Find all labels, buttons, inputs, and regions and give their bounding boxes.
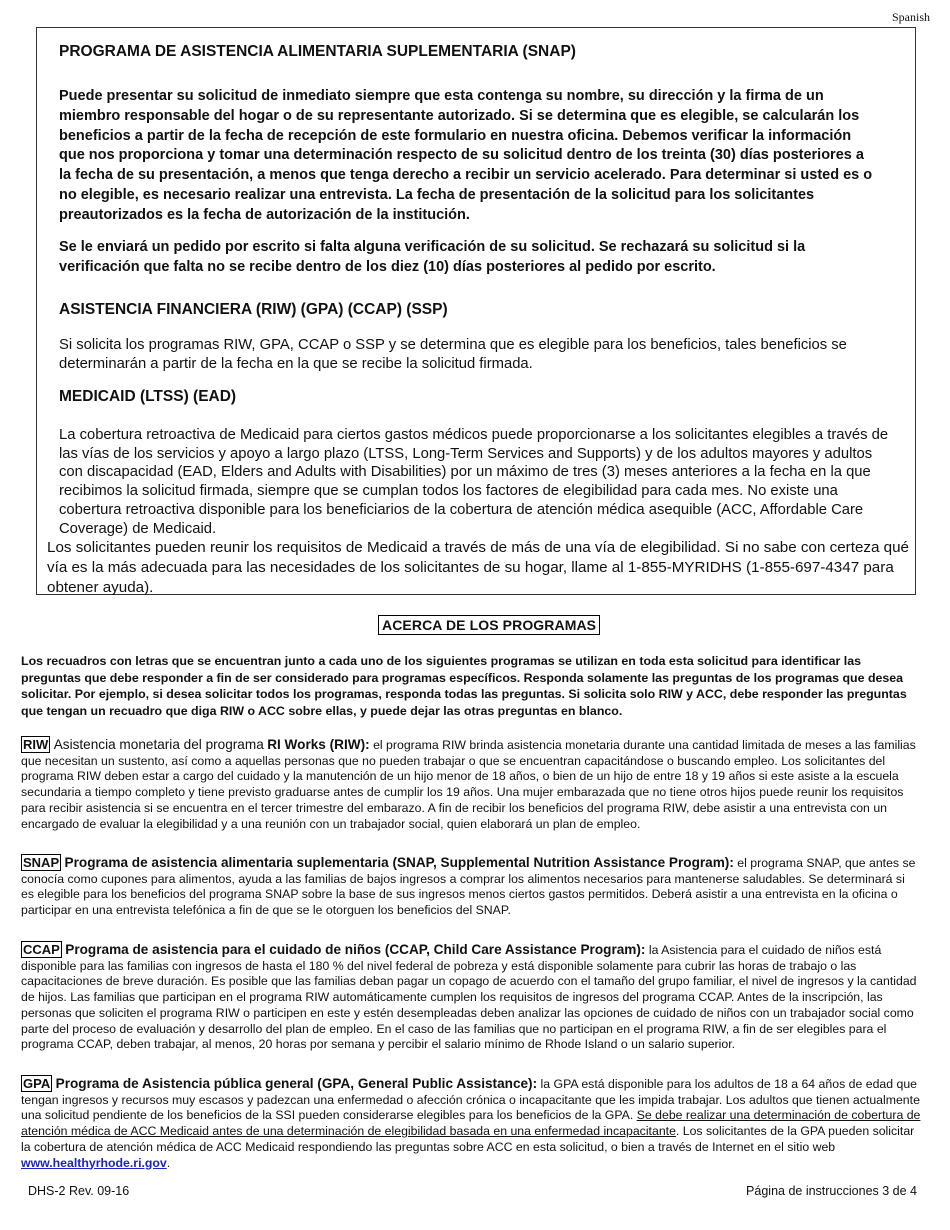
healthyrhode-link[interactable]: www.healthyrhode.ri.gov [21, 1155, 167, 1170]
snap-title: Programa de asistencia alimentaria suplementaria (SNAP, Supplemental Nutrition Assistance Program): [64, 855, 734, 870]
financial-paragraph: Si solicita los programas RIW, GPA, CCAP o SSP y se determina que es elegible para los beneficios, tales beneficios se determinarán a partir de la fecha en la que se recibe la solicitud firmada. [59, 337, 847, 372]
medicaid-paragraph: La cobertura retroactiva de Medicaid para ciertos gastos médicos puede proporcionarse a los solicitantes elegibles a través de las vías de los servicios y apoyo a largo plazo (LTSS, Long-Term Services and Supports) y de los adultos mayores y adultos con discapacidad (EAD, Elders and Adults with Disabilities) por un máximo de tres (3) meses anteriores a la fecha en la que recibimos la solicitud firmada, siempre que se cumplan todos los factores de elegibilidad para cada mes. No existe una cobertura retroactiva disponible para los beneficiarios de la cobertura de atención médica asequible (ACC, Affordable Care Coverage) de Medicaid. [59, 427, 889, 537]
gpa-tag: GPA [23, 1076, 51, 1091]
about-intro: Los recuadros con letras que se encuentran junto a cada uno de los siguientes programas se utilizan en toda esta solicitud para identificar las preguntas que debe responder a fin de ser considerado para programas específicos. Responda solamente las preguntas de los programas que desea solicitar. Por ejemplo, si desea solicitar todos los programas, responda todas las preguntas. Si solicita solo RIW y ACC, debe responder las preguntas que tengan un recuadro que diga RIW o ACC sobre ellas, y puede dejar las otras preguntas en blanco. [21, 654, 907, 718]
program-gpa [21, 1076, 921, 1171]
snap-heading: PROGRAMA DE ASISTENCIA ALIMENTARIA SUPLEMENTARIA (SNAP) [59, 43, 576, 60]
riw-title: RI Works (RIW): [267, 737, 370, 752]
gpa-underlined-note: Se debe realizar una determinación de cobertura de atención médica de ACC Medicaid antes de una determinación de elegibilidad basada en una enfermedad incapacitante [21, 1108, 921, 1139]
gpa-title: Programa de Asistencia pública general (GPA, General Public Assistance): [55, 1076, 538, 1091]
gpa-text-2: . Los solicitantes de la GPA pueden solicitar la cobertura de atención médica de ACC Medicaid respondiendo las preguntas sobre ACC en esta solicitud, o bien a través de Internet en el sitio web [21, 1124, 915, 1154]
medicaid-note: Los solicitantes pueden reunir los requisitos de Medicaid a través de más de una vía de elegibilidad. Si no sabe con certeza qué vía es la más adecuada para las necesidades de los solicitantes de su hogar, llame al 1-855-MYRIDHS (1-855-697-4347 para obtener ayuda). [47, 539, 909, 596]
snap-paragraph-2: Se le enviará un pedido por escrito si falta alguna verificación de su solicitud. Se rechazará su solicitud si la verificación que falta no se recibe dentro de los diez (10) días posteriores al pedido por escrito. [59, 239, 806, 275]
program-ccap [21, 942, 921, 1053]
eligibility-info-box [36, 27, 916, 595]
gpa-end: . [166, 1155, 171, 1170]
snap-tag: SNAP [23, 855, 60, 870]
about-programs-title: ACERCA DE LOS PROGRAMAS [378, 615, 600, 635]
program-snap [21, 855, 921, 919]
gpa-text-1: la GPA está disponible para los adultos de 18 a 64 años de edad que tengan ingresos y recursos muy escasos y padezcan una enfermedad o afección crónica o incapacitante que les impida trabajar. Los adultos que tienen actualmente una solicitud pendiente de los beneficios de la SSI pueden considerarse elegibles para los beneficios de la GPA. [21, 1077, 920, 1123]
program-riw [21, 737, 921, 832]
riw-tag: RIW [23, 737, 49, 752]
financial-heading: ASISTENCIA FINANCIERA (RIW) (GPA) (CCAP) (SSP) [59, 301, 448, 318]
riw-text: el programa RIW brinda asistencia monetaria durante una cantidad limitada de meses a las familias que necesitan un sustento, así como a aquellas personas que no pueden trabajar o que se encuentran capacitándose o buscando empleo. Los solicitantes del programa RIW deben estar a cargo del cuidado y la manutención de un hijo menor de 18 años, o bien de un hijo de entre 18 y 19 años si este asiste a la escuela secundaria a tiempo completo y tiene previsto graduarse antes de cumplir los 19 años. Una mujer embarazada que no tiene otros hijos puede reunir los requisitos para recibir asistencia si se encuentra en el tercer trimestre del embarazo. A fin de recibir los beneficios del programa RIW, debe asistir a una entrevista con un encargado de evaluar la elegibilidad y a una reunión con un trabajador social, quien elaborará un plan de empleo. [21, 738, 916, 831]
riw-lead: Asistencia monetaria del programa [53, 737, 264, 752]
snap-text: el programa SNAP, que antes se conocía como cupones para alimentos, ayuda a las familias de bajos ingresos a comprar los alimentos necesarios para mantenerse saludables. Se determinará si es elegible para los beneficios del programa SNAP sobre la base de sus ingresos menos ciertos gastos permitidos. Deberá asistir a una entrevista en la oficina o participar en una entrevista telefónica a fin de que se le otorguen los beneficios del SNAP. [21, 856, 916, 918]
snap-paragraph-1: Puede presentar su solicitud de inmediato siempre que esta contenga su nombre, su dirección y la firma de un miembro responsable del hogar o de su representante autorizado. Si se determina que es elegible, se calcularán los beneficios a partir de la fecha de recepción de este formulario en nuestra oficina. Debemos verificar la información que nos proporciona y tomar una determinación respecto de su solicitud dentro de los treinta (30) días posteriores a la fecha de su presentación, a menos que tenga derecho a recibir un servicio acelerado. Para determinar si usted es o no elegible, es necesario realizar una entrevista. La fecha de presentación de la solicitud para los solicitantes preautorizados es la fecha de autorización de la institución. [59, 88, 873, 223]
medicaid-heading: MEDICAID (LTSS) (EAD) [59, 388, 237, 405]
page-label: Página de instrucciones 3 de 4 [746, 1184, 917, 1198]
ccap-title: Programa de asistencia para el cuidado de niños (CCAP, Child Care Assistance Program): [65, 942, 646, 957]
ccap-text: la Asistencia para el cuidado de niños está disponible para las familias con ingresos de hasta el 180 % del nivel federal de pobreza y está disponible solamente para cubrir las horas de trabajo o las capacitaciones de breve duración. Es posible que las familias deban pagar un copago de acuerdo con el tamaño del grupo familiar, el nivel de ingresos y la cantidad de hijos. Las familias que participan en el programa RIW automáticamente cumplen los requisitos de ingresos del programa CCAP. Antes de la inscripción, las personas que soliciten el programa RIW o participen en este y estén desempleadas deben analizar las opciones de cuidado de niños con un trabajador social como parte del proceso de evaluación y desarrollo del plan de empleo. En el caso de las familias que no participan en el programa RIW, a fin de ser elegibles para el programa CCAP, deben trabajar, al menos, 20 horas por semana y percibir el salario mínimo de Rhode Island o un salario superior. [21, 943, 917, 1052]
language-label: Spanish [891, 10, 930, 24]
form-id: DHS-2 Rev. 09-16 [28, 1184, 130, 1198]
ccap-tag: CCAP [23, 942, 60, 957]
